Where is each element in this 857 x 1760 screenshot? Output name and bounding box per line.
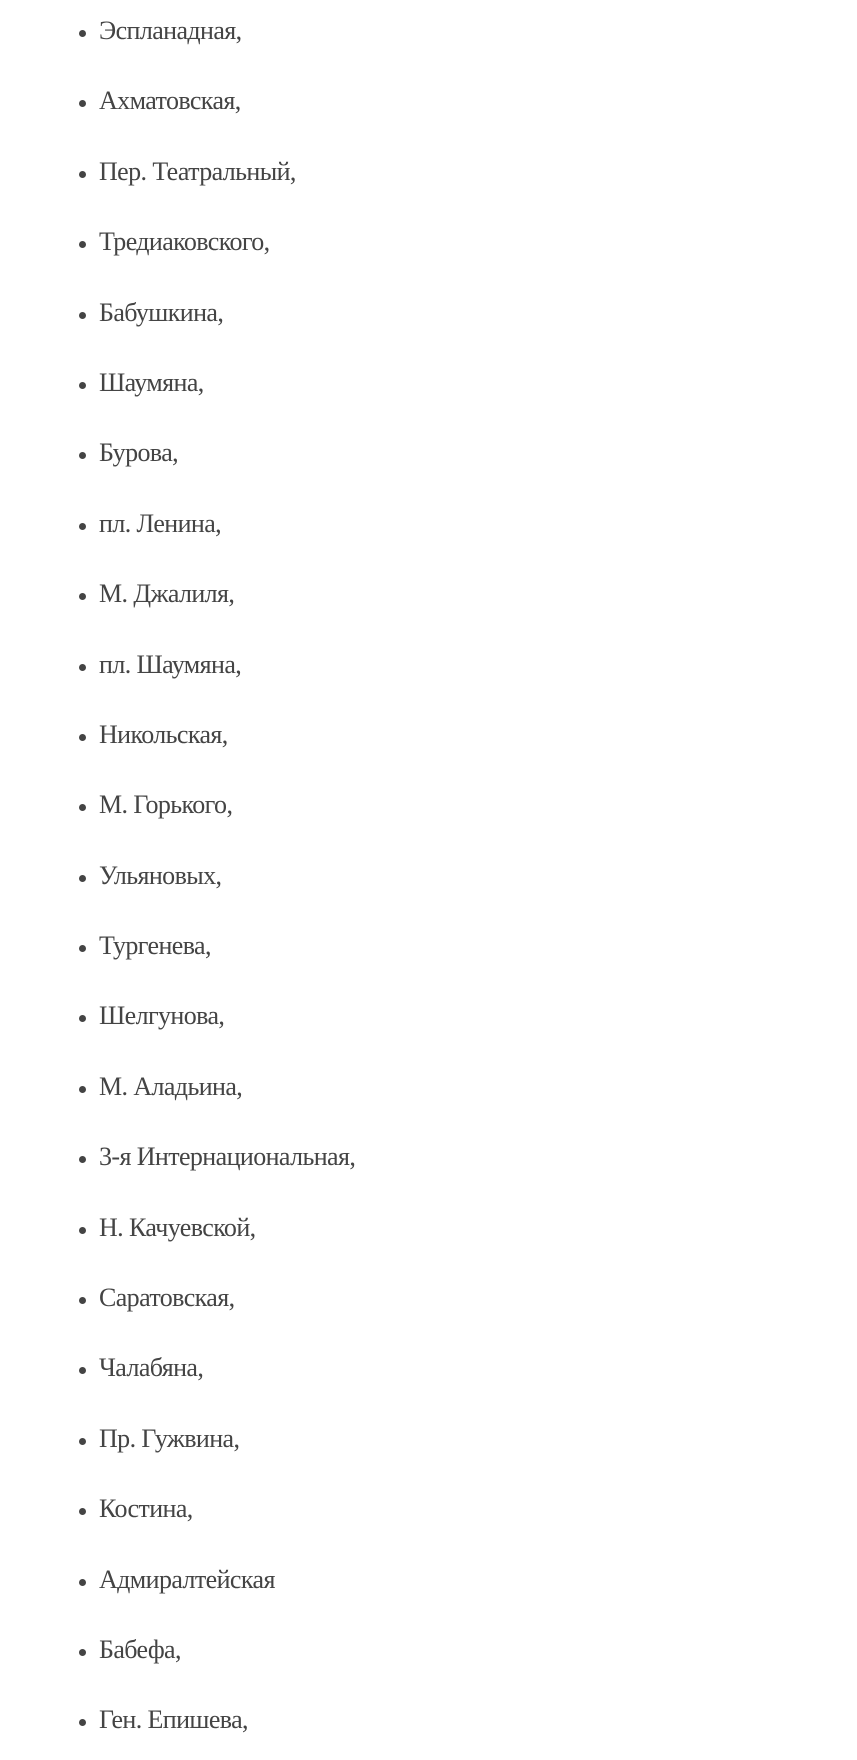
list-item [0, 70, 857, 140]
list-item [0, 422, 857, 492]
street-name: Ахматовская, [99, 86, 241, 116]
street-name: Костина, [99, 1494, 193, 1524]
street-name: Бабушкина, [99, 297, 224, 327]
street-name: Чалабяна, [99, 1353, 204, 1383]
street-name: 3-я Интернациональная, [99, 1142, 356, 1172]
bullet-icon [79, 1579, 86, 1586]
bullet-icon [79, 1719, 86, 1726]
bullet-icon [79, 312, 86, 319]
list-item [0, 352, 857, 422]
list-item [0, 563, 857, 633]
street-name: М. Горького, [99, 790, 233, 820]
street-name: Пр. Гужвина, [99, 1423, 240, 1453]
bullet-icon [79, 1508, 86, 1515]
list-item [0, 1478, 857, 1548]
list-item [0, 0, 857, 70]
street-name: Саратовская, [99, 1283, 235, 1313]
street-name: Эспланадная, [99, 16, 242, 45]
bullet-icon [79, 664, 86, 671]
list-item [0, 211, 857, 281]
bullet-icon [79, 734, 86, 741]
bullet-icon [79, 452, 86, 459]
bullet-icon [79, 1438, 86, 1445]
bullet-icon [79, 1297, 86, 1304]
list-item [0, 282, 857, 352]
bullet-icon [79, 1649, 86, 1656]
bullet-icon [79, 1156, 86, 1163]
list-item [0, 915, 857, 985]
bullet-icon [79, 1367, 86, 1374]
list-item [0, 493, 857, 563]
street-name: Бабефа, [99, 1634, 181, 1664]
list-item [0, 774, 857, 844]
street-name: Пер. Театральный, [99, 156, 296, 186]
bullet-icon [79, 945, 86, 952]
bullet-icon [79, 875, 86, 882]
street-name: Бурова, [99, 438, 179, 468]
street-name: Адмиралтейская [99, 1564, 275, 1594]
list-item [0, 1056, 857, 1126]
bullet-icon [79, 804, 86, 811]
bullet-icon [79, 593, 86, 600]
list-item [0, 985, 857, 1055]
street-name: пл. Шаумяна, [99, 649, 242, 679]
street-name: Никольская, [99, 719, 228, 749]
list-item [0, 1408, 857, 1478]
list-item [0, 1549, 857, 1619]
list-item [0, 1126, 857, 1196]
bullet-icon [79, 1086, 86, 1093]
list-item [0, 1337, 857, 1407]
bullet-icon [79, 30, 86, 37]
bullet-icon [79, 523, 86, 530]
street-name: Ульяновых, [99, 860, 222, 890]
street-name: пл. Ленина, [99, 508, 222, 538]
street-name: Тредиаковского, [99, 227, 270, 257]
bullet-icon [79, 241, 86, 248]
street-name: Тургенева, [99, 931, 211, 961]
list-item [0, 1689, 857, 1759]
list-item [0, 141, 857, 211]
street-name: Шелгунова, [99, 1001, 225, 1031]
list-item [0, 1619, 857, 1689]
list-item [0, 704, 857, 774]
street-name: М. Джалиля, [99, 579, 235, 609]
bullet-icon [79, 1015, 86, 1022]
street-name: Шаумяна, [99, 367, 204, 397]
street-name: Ген. Епишева, [99, 1705, 248, 1735]
street-name: М. Аладьина, [99, 1071, 243, 1101]
list-item [0, 1197, 857, 1267]
list-item [0, 845, 857, 915]
bullet-icon [79, 1227, 86, 1234]
list-item [0, 634, 857, 704]
list-item [0, 1267, 857, 1337]
bullet-icon [79, 171, 86, 178]
bullet-icon [79, 100, 86, 107]
street-name: Н. Качуевской, [99, 1212, 256, 1242]
bullet-icon [79, 382, 86, 389]
